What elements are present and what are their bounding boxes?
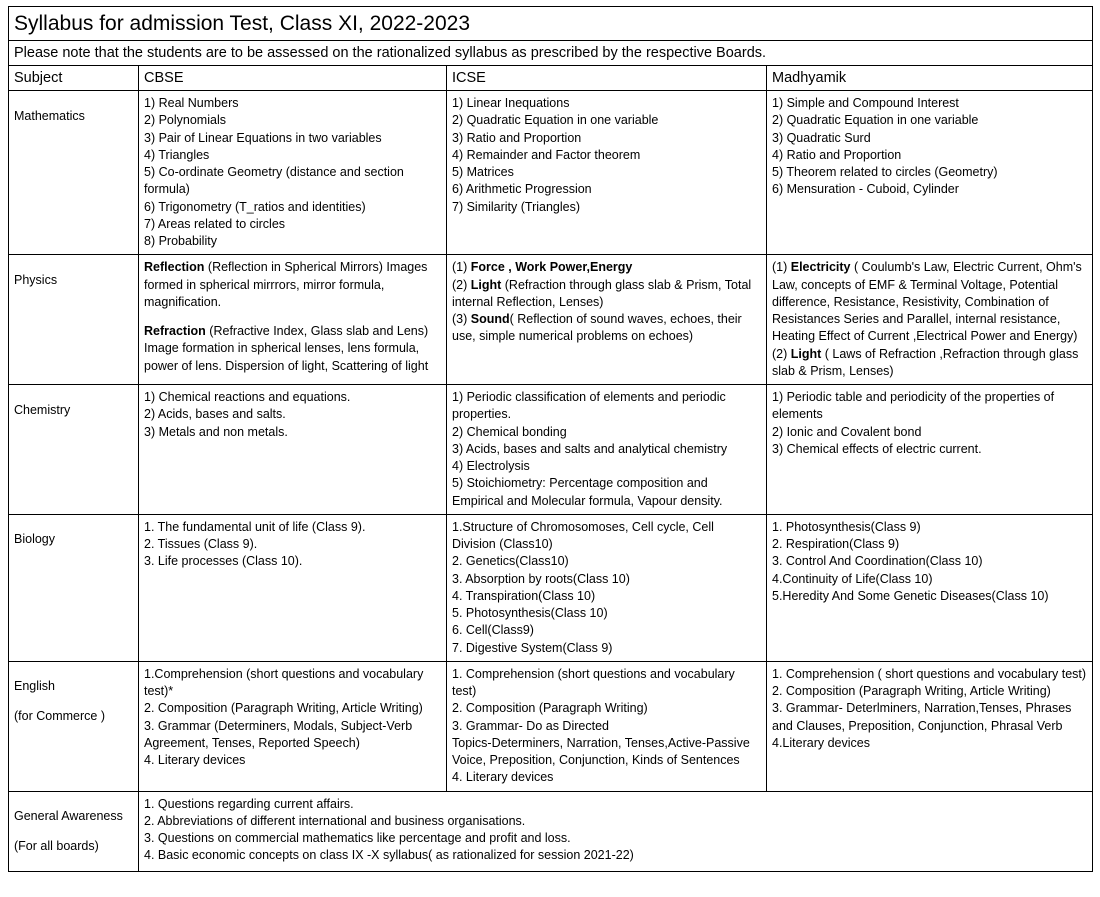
subject-name: Physics [9,255,139,385]
note-row [9,41,1093,66]
cbse-content: Reflection (Reflection in Spherical Mirrors) Images formed in spherical mirrrors, mirror formula, magnification. Refraction (Refractive Index, Glass slab and Lens) Image formation in spherical lenses, lens formula, power of lens. Dispersion of light, Scattering of light [139,255,447,385]
subject-name: English (for Commerce ) [9,661,139,791]
column-header-subject: Subject [9,66,139,91]
table-row [9,91,1093,255]
table-row [9,661,1093,791]
cbse-content: 1) Chemical reactions and equations. 2) Acids, bases and salts. 3) Metals and non metals. [139,385,447,515]
subject-name: Biology [9,514,139,661]
subject-name: Mathematics [9,91,139,255]
cbse-content: 1. The fundamental unit of life (Class 9). 2. Tissues (Class 9). 3. Life processes (Class 10). [139,514,447,661]
icse-content: 1. Comprehension (short questions and vocabulary test) 2. Composition (Paragraph Writing) 3. Grammar- Do as Directed Topics-Determiners, Narration, Tenses,Active-Passive Voice, Preposition, Conjunction, Kinds of Sentences 4. Literary devices [447,661,767,791]
madhyamik-content: 1. Comprehension ( short questions and vocabulary test) 2. Composition (Paragraph Writing, Article Writing) 3. Grammar- Deterlminers, Narration,Tenses, Phrases and Clauses, Preposition, Conjunction, Phrasal Verb 4.Literary devices [767,661,1093,791]
table-row [9,791,1093,871]
table-row [9,255,1093,385]
icse-content: 1) Periodic classification of elements and periodic properties. 2) Chemical bonding 3) Acids, bases and salts and analytical chemistry 4) Electrolysis 5) Stoichiometry: Percentage composition and Empirical and Molecular formula, Vapour density. [447,385,767,515]
cbse-content: 1.Comprehension (short questions and vocabulary test)* 2. Composition (Paragraph Writing, Article Writing) 3. Grammar (Determiners, Modals, Subject-Verb Agreement, Tenses, Reported Speech) 4. Literary devices [139,661,447,791]
column-header-cbse: CBSE [139,66,447,91]
cbse-content: 1) Real Numbers 2) Polynomials 3) Pair of Linear Equations in two variables 4) Triangles 5) Co-ordinate Geometry (distance and section formula) 6) Trigonometry (T_ratios and identities) 7) Areas related to circles 8) Probability [139,91,447,255]
table-row [9,385,1093,515]
assessment-note: Please note that the students are to be assessed on the rationalized syllabus as prescribed by the respective Boards. [9,41,1093,66]
madhyamik-content: 1. Photosynthesis(Class 9) 2. Respiration(Class 9) 3. Control And Coordination(Class 10) 4.Continuity of Life(Class 10) 5.Heredity And Some Genetic Diseases(Class 10) [767,514,1093,661]
column-header-icse: ICSE [447,66,767,91]
subject-name: General Awareness (For all boards) [9,791,139,871]
madhyamik-content: 1) Periodic table and periodicity of the properties of elements 2) Ionic and Covalent bond 3) Chemical effects of electric current. [767,385,1093,515]
table-row [9,514,1093,661]
madhyamik-content: 1) Simple and Compound Interest 2) Quadratic Equation in one variable 3) Quadratic Surd 4) Ratio and Proportion 5) Theorem related to circles (Geometry) 6) Mensuration - Cuboid, Cylinder [767,91,1093,255]
column-header-madhyamik: Madhyamik [767,66,1093,91]
subject-name: Chemistry [9,385,139,515]
icse-content: (1) Force , Work Power,Energy (2) Light (Refraction through glass slab & Prism, Total internal Reflection, Lenses) (3) Sound( Reflection of sound waves, echoes, their use, simple numerical problems on echoes) [447,255,767,385]
icse-content: 1) Linear Inequations 2) Quadratic Equation in one variable 3) Ratio and Proportion 4) Remainder and Factor theorem 5) Matrices 6) Arithmetic Progression 7) Similarity (Triangles) [447,91,767,255]
page-title: Syllabus for admission Test, Class XI, 2022-2023 [9,7,1093,41]
title-row [9,7,1093,41]
syllabus-table [8,6,1093,872]
table-header-row [9,66,1093,91]
madhyamik-content: (1) Electricity ( Coulumb's Law, Electric Current, Ohm's Law, concepts of EMF & Terminal Voltage, Potential difference, Resistance, Resistivity, Combination of Resistances Series and Parallel, internal resistance, Heating Effect of Current ,Electrical Power and Energy) (2) Light ( Laws of Refraction ,Refraction through glass slab & Prism, Lenses) [767,255,1093,385]
icse-content: 1.Structure of Chromosomoses, Cell cycle, Cell Division (Class10) 2. Genetics(Class10) 3. Absorption by roots(Class 10) 4. Transpiration(Class 10) 5. Photosynthesis(Class 10) 6. Cell(Class9) 7. Digestive System(Class 9) [447,514,767,661]
all-boards-content: 1. Questions regarding current affairs. 2. Abbreviations of different international and business organisations. 3. Questions on commercial mathematics like percentage and profit and loss. 4. Basic economic concepts on class IX -X syllabus( as rationalized for session 2021-22) [139,791,1093,871]
